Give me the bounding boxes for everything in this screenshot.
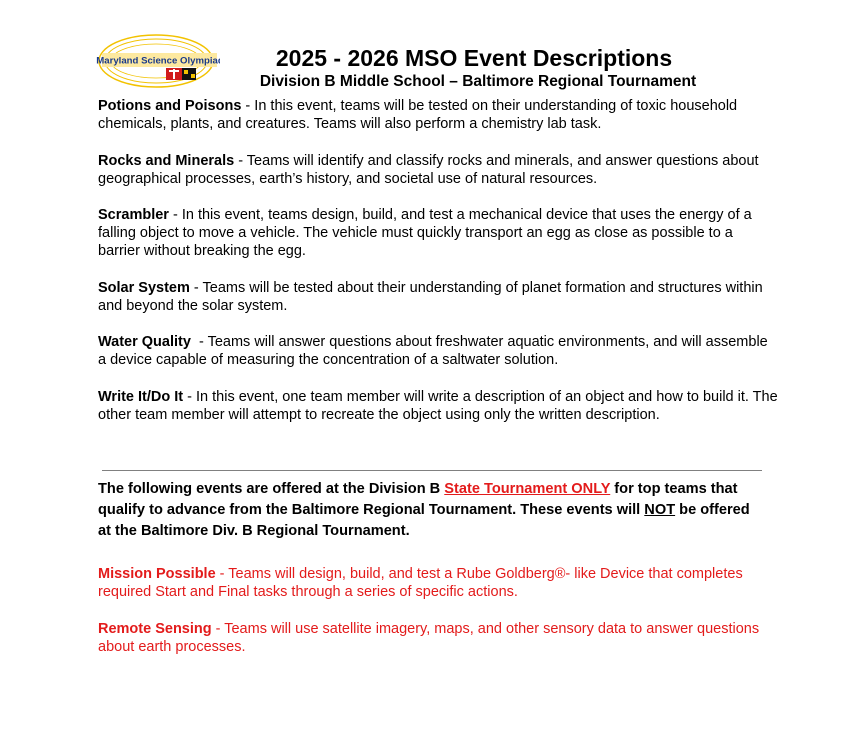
event-name: Write It/Do It [98, 388, 184, 405]
event-item [98, 333, 778, 369]
state-event-description: - Teams will design, build, and test a Rube Goldberg®- like Device that completes required Start and Final tasks through a series of specific actions. [98, 566, 743, 600]
mso-logo [96, 32, 220, 90]
state-event-name: Mission Possible [98, 566, 216, 582]
event-item [98, 206, 778, 260]
state-event-list [98, 565, 778, 674]
event-name: Water Quality [98, 334, 191, 350]
state-event-item [98, 620, 778, 656]
event-description: - Teams will identify and classify rocks and minerals, and answer questions about geographical processes, earth’s history, and societal use of natural resources. [98, 152, 759, 187]
state-note-text: for top teams that qualify to advance from the Baltimore Regional Tournament. These events will [98, 481, 738, 518]
state-note-emphasis: NOT [644, 502, 676, 518]
page-subtitle: Division B Middle School – Baltimore Regional Tournament [259, 73, 697, 90]
event-item [98, 152, 778, 188]
event-item [98, 97, 778, 133]
event-name: Potions and Poisons [98, 98, 242, 114]
event-item [98, 279, 778, 315]
event-description: - Teams will answer questions about freshwater aquatic environments, and will assemble a device capable of measuring the concentration of a saltwater solution. [98, 334, 772, 368]
state-tournament-link[interactable]: State Tournament ONLY [444, 481, 611, 497]
state-event-name: Remote Sensing [98, 620, 212, 637]
event-list [98, 97, 778, 442]
event-name: Scrambler [98, 207, 169, 223]
section-divider [102, 470, 762, 471]
state-tournament-note [98, 479, 766, 542]
event-description: - In this event, teams will be tested on their understanding of toxic household chemicals, plants, and creatures. Teams will also perform a chemistry lab task. [98, 98, 738, 132]
state-note-text: The following events are offered at the Division B [98, 481, 445, 497]
event-description: - In this event, one team member will write a description of an object and how to build it. The other team member will attempt to recreate the object using only the written description. [98, 388, 778, 423]
page-title: 2025 - 2026 MSO Event Descriptions [275, 45, 673, 71]
event-name: Rocks and Minerals [98, 152, 235, 169]
event-name: Solar System [98, 279, 190, 296]
event-item [98, 388, 778, 424]
logo-text: Maryland Science Olympiad [96, 55, 220, 67]
event-description: - Teams will be tested about their understanding of planet formation and structures within and beyond the solar system. [98, 279, 763, 314]
state-event-item [98, 565, 778, 601]
state-note-text: be offered at the Baltimore Div. B Regional Tournament. [98, 502, 750, 539]
event-description: - In this event, teams design, build, and test a mechanical device that uses the energy of a falling object to move a vehicle. The vehicle must quickly transport an egg as close as possible to a barrier without breaking the egg. [98, 207, 752, 259]
state-event-description: - Teams will use satellite imagery, maps, and other sensory data to answer questions about earth processes. [98, 620, 760, 655]
